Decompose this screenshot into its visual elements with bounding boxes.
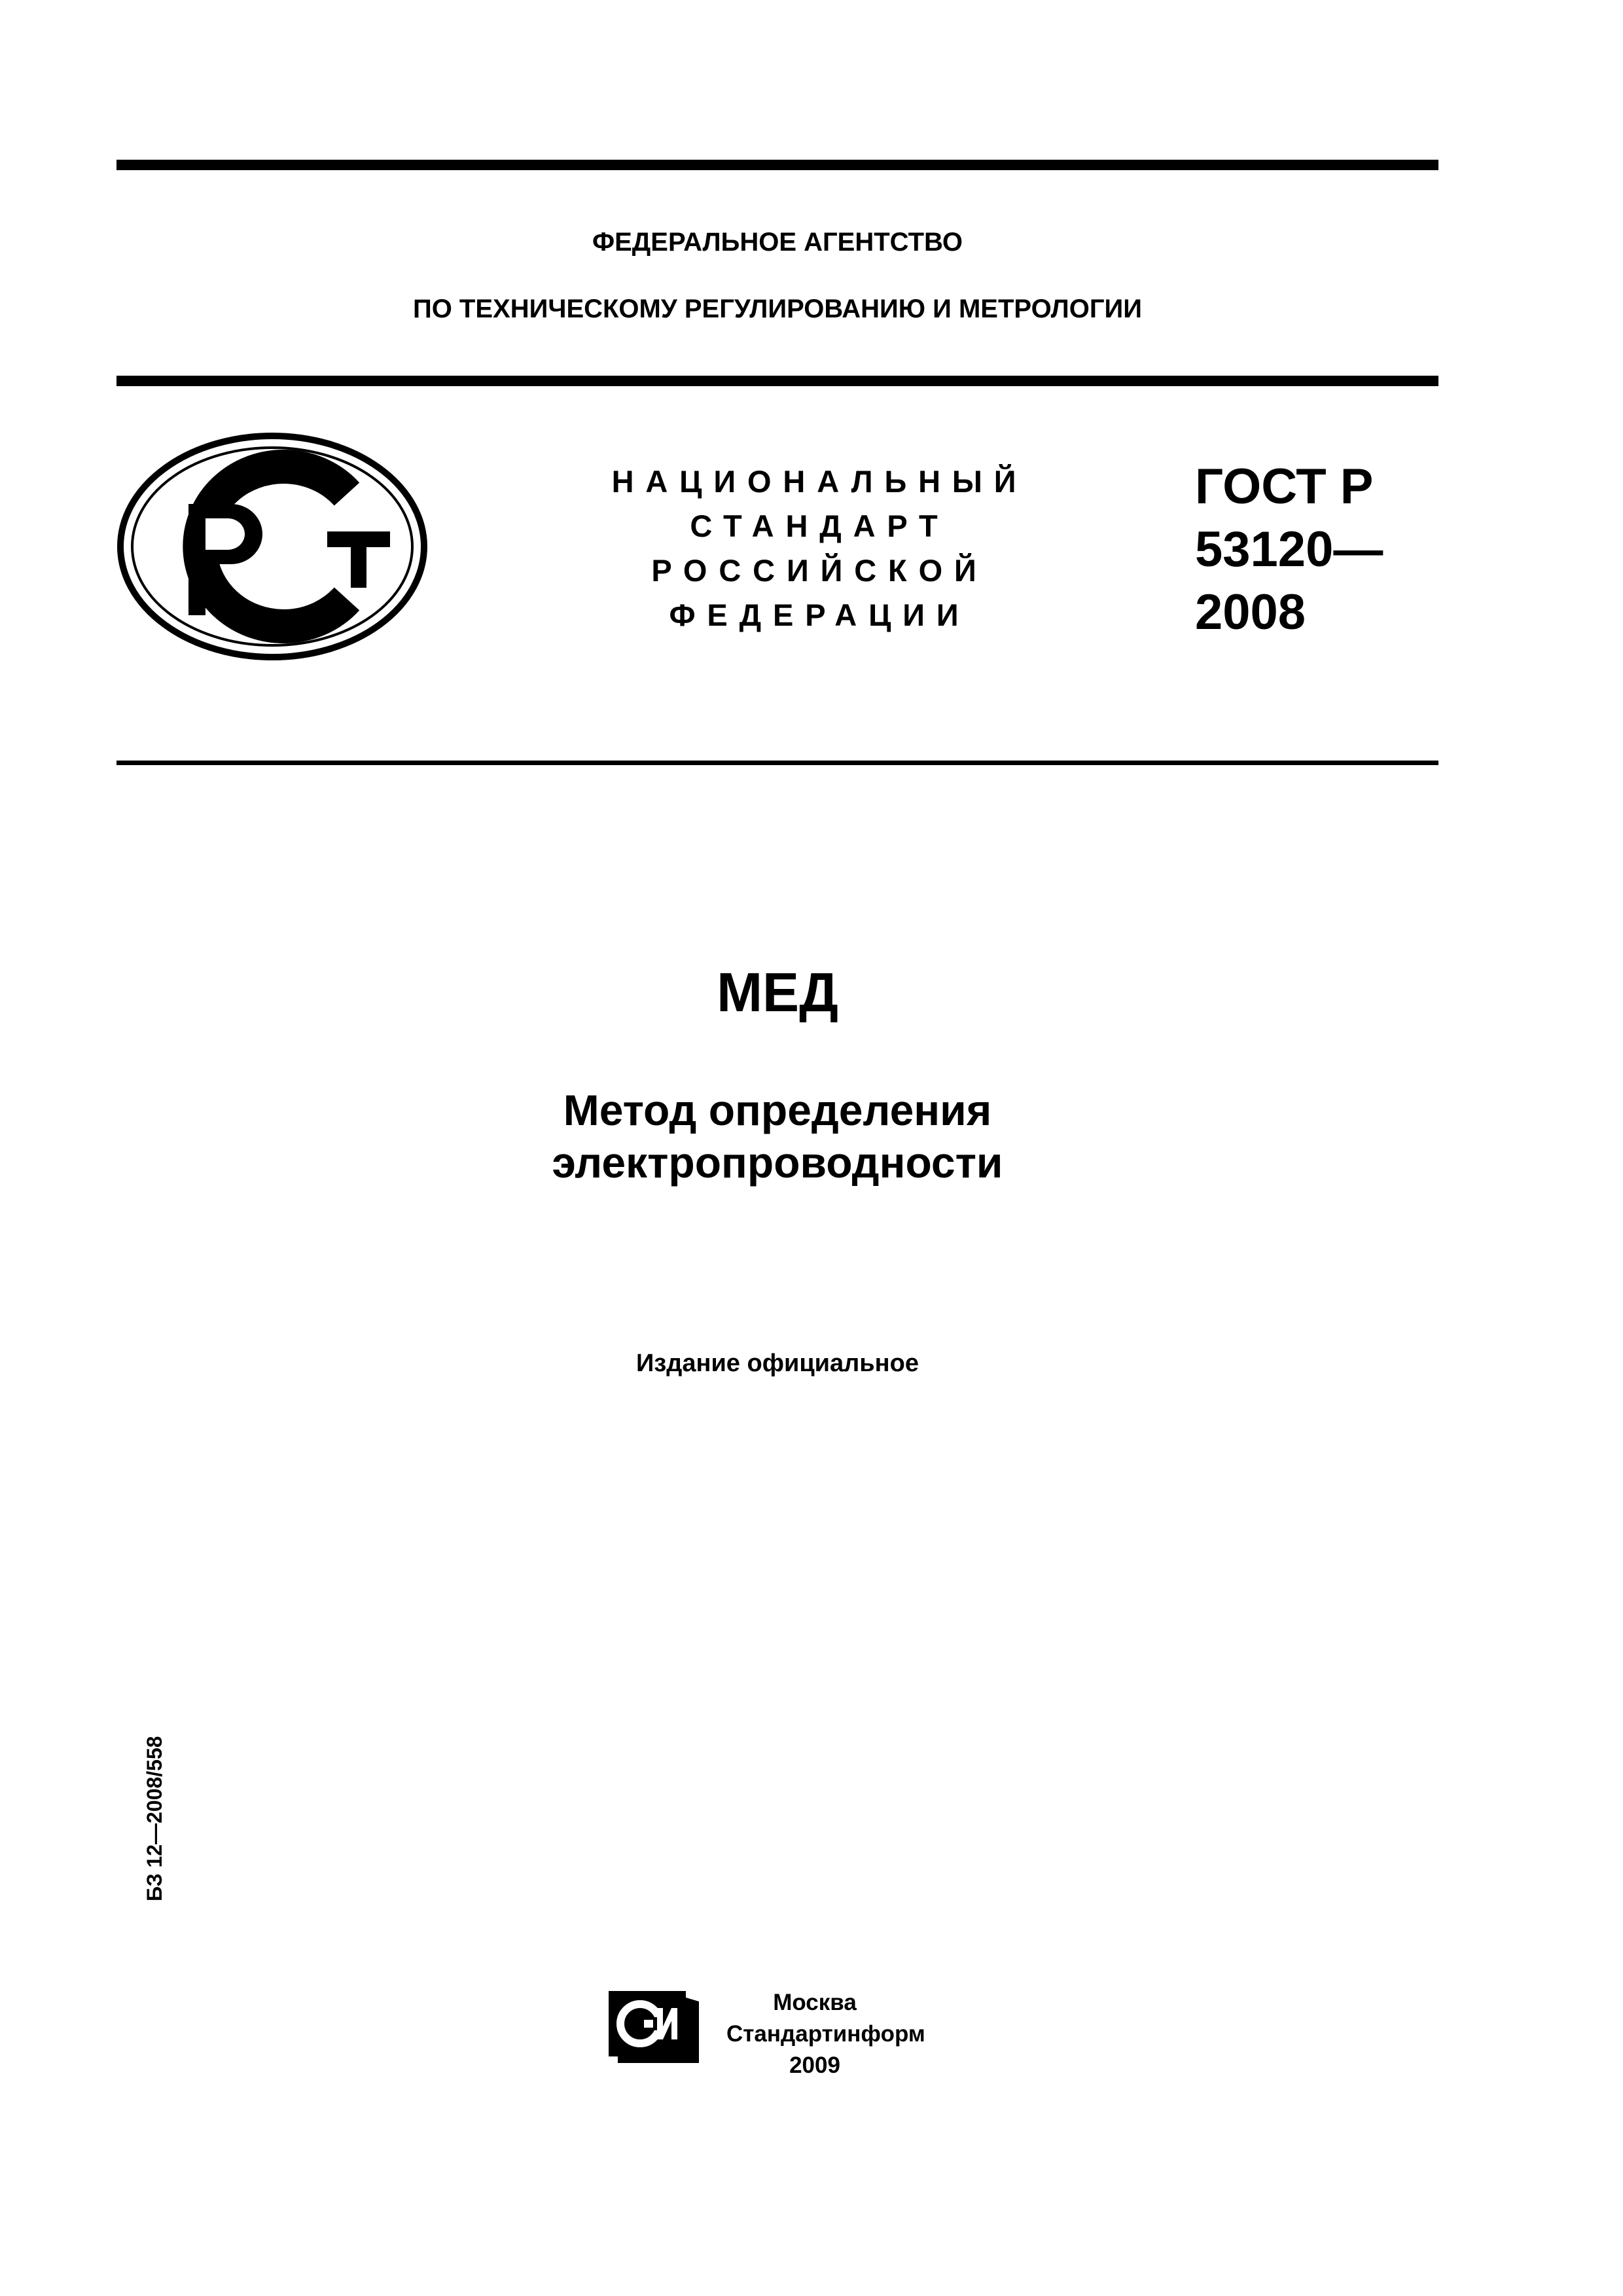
- document-subtitle-line-1: Метод определения: [563, 1086, 992, 1134]
- standard-designation-line-1: ГОСТ Р: [1195, 459, 1374, 514]
- national-standard-line-1: НАЦИОНАЛЬНЫЙ: [611, 464, 1028, 499]
- publisher-city: Москва: [773, 1990, 857, 2015]
- side-code-text: БЗ 12—2008/558: [143, 1736, 166, 1901]
- standard-designation-line-2: 53120—: [1195, 522, 1383, 577]
- rst-emblem-icon: [116, 432, 428, 661]
- publisher-name: Стандартинформ: [726, 2021, 925, 2047]
- agency-name-line-2: ПО ТЕХНИЧЕСКОМУ РЕГУЛИРОВАНИЮ И МЕТРОЛОГИИ: [412, 295, 1143, 323]
- thin-rule: [116, 761, 1438, 765]
- publisher-year: 2009: [789, 2053, 840, 2078]
- document-title: МЕД: [717, 961, 838, 1023]
- national-standard-line-3: РОССИЙСКОЙ: [651, 553, 988, 588]
- top-rule: [116, 160, 1438, 170]
- agency-name-line-1: ФЕДЕРАЛЬНОЕ АГЕНТСТВО: [592, 228, 963, 257]
- national-standard-line-2: СТАНДАРТ: [690, 509, 950, 543]
- national-standard-line-4: ФЕДЕРАЦИИ: [669, 598, 971, 632]
- middle-rule: [116, 376, 1438, 386]
- document-subtitle-line-2: электропроводности: [552, 1138, 1003, 1187]
- edition-label: Издание официальное: [636, 1350, 919, 1377]
- standard-designation-line-3: 2008: [1195, 584, 1306, 640]
- standartinform-logo-icon: [607, 1990, 705, 2065]
